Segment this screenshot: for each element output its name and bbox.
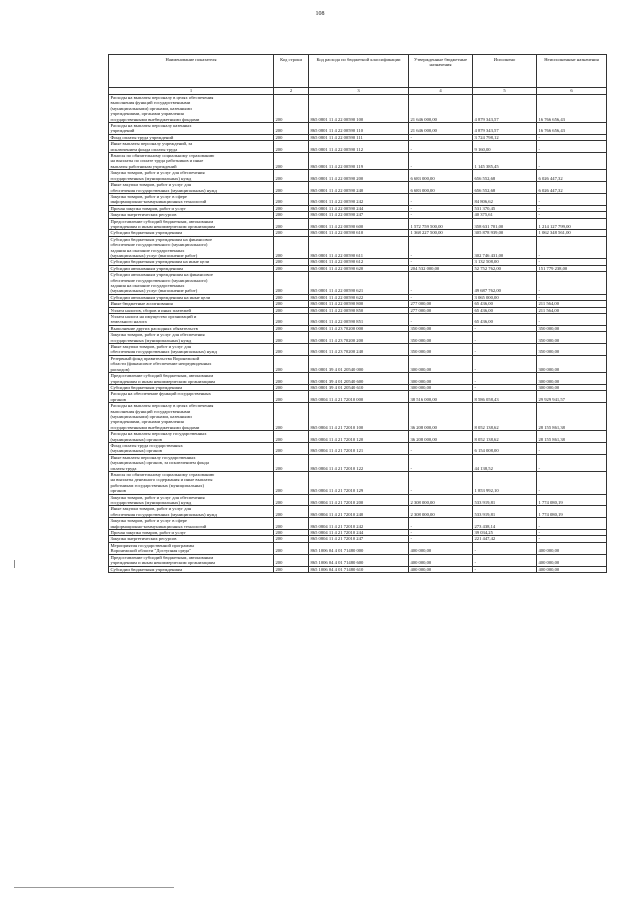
row-unexecuted-cell: - xyxy=(537,530,607,536)
row-approved-cell: - xyxy=(409,212,473,218)
row-kbk-cell: 865 0801 11 4 22 00590 851 xyxy=(309,314,409,326)
row-kbk-cell: 865 0801 11 4 22 00590 612 xyxy=(309,259,409,265)
row-executed-cell: 273 438,14 xyxy=(473,518,537,530)
row-kbk-cell: 865 0801 11 4 22 00590 242 xyxy=(309,193,409,205)
row-kbk-cell: 865 1006 04 4 01 71480 600 xyxy=(309,554,409,566)
row-name-cell: Расходы на выплаты персоналу в целях обеспечения выполнения функций государственными (муниципальными) органами, казенными учреждениями, органами управления государственными внебюджетными фондами xyxy=(109,403,274,431)
row-approved-cell: - xyxy=(409,236,473,259)
row-name-cell: Фонд оплаты труда учреждений xyxy=(109,134,274,140)
column-number: 4 xyxy=(409,88,473,95)
row-code-cell: 200 xyxy=(274,294,309,300)
row-approved-cell: 400 000,00 xyxy=(409,554,473,566)
row-unexecuted-cell: 1 062 348 561,00 xyxy=(537,230,607,236)
column-number: 3 xyxy=(309,88,409,95)
table-row xyxy=(109,170,607,182)
row-kbk-cell: 865 0801 11 4 22 00590 240 xyxy=(309,182,409,194)
row-code-cell: 200 xyxy=(274,536,309,542)
row-code-cell: 200 xyxy=(274,153,309,170)
table-row xyxy=(109,344,607,356)
row-kbk-cell: 865 0804 11 4 21 72010 121 xyxy=(309,442,409,454)
table-body xyxy=(109,95,607,573)
row-name-cell: Субсидии бюджетным учреждениям на иные цели xyxy=(109,259,274,265)
row-name-cell: Выполнение других расходных обязательств xyxy=(109,325,274,331)
row-unexecuted-cell: 300 000,00 xyxy=(537,384,607,390)
row-code-cell: 200 xyxy=(274,384,309,390)
row-approved-cell: 277 000,00 xyxy=(409,301,473,307)
row-approved-cell: - xyxy=(409,193,473,205)
row-kbk-cell: 865 0801 11 4 22 00590 119 xyxy=(309,153,409,170)
row-code-cell: 200 xyxy=(274,566,309,572)
row-executed-cell: 40 375,61 xyxy=(473,212,537,218)
row-approved-cell: 204 532 000,00 xyxy=(409,265,473,271)
row-unexecuted-cell: 151 779 238,00 xyxy=(537,265,607,271)
row-code-cell: 200 xyxy=(274,205,309,211)
row-executed-cell: 65 436,00 xyxy=(473,314,537,326)
row-unexecuted-cell: 400 000,00 xyxy=(537,566,607,572)
row-executed-cell: 8 586 058,43 xyxy=(473,391,537,403)
row-unexecuted-cell: 1 214 127 799,00 xyxy=(537,218,607,230)
row-executed-cell: 52 752 762,00 xyxy=(473,265,537,271)
row-name-cell: Субсидии бюджетным учреждениям xyxy=(109,566,274,572)
table-row xyxy=(109,566,607,572)
row-kbk-cell: 865 0801 11 4 22 00590 611 xyxy=(309,236,409,259)
row-unexecuted-cell: - xyxy=(537,442,607,454)
row-kbk-cell: 865 0801 11 4 22 00590 620 xyxy=(309,265,409,271)
row-unexecuted-cell: - xyxy=(537,294,607,300)
table-row xyxy=(109,391,607,403)
row-kbk-cell: 865 0801 11 4 22 00590 600 xyxy=(309,218,409,230)
row-unexecuted-cell: 28 155 861,38 xyxy=(537,403,607,431)
row-name-cell: Закупка товаров, работ и услуг для обеспечения государственных (муниципальных) нужд xyxy=(109,332,274,344)
row-code-cell: 200 xyxy=(274,454,309,471)
row-code-cell: 200 xyxy=(274,230,309,236)
row-unexecuted-cell: - xyxy=(537,193,607,205)
table-row xyxy=(109,193,607,205)
row-approved-cell: 300 000,00 xyxy=(409,373,473,385)
row-executed-cell: 221 447,42 xyxy=(473,536,537,542)
row-kbk-cell: 865 0804 11 4 21 72010 100 xyxy=(309,403,409,431)
row-code-cell: 200 xyxy=(274,272,309,295)
row-code-cell: 200 xyxy=(274,182,309,194)
table-row xyxy=(109,314,607,326)
table-row xyxy=(109,542,607,554)
row-executed-cell: 65 436,00 xyxy=(473,301,537,307)
row-approved-cell: - xyxy=(409,472,473,495)
row-approved-cell: - xyxy=(409,153,473,170)
row-kbk-cell: 865 0801 11 4 22 00590 100 xyxy=(309,95,409,123)
row-kbk-cell: 865 0804 11 4 21 72010 129 xyxy=(309,472,409,495)
row-executed-cell: - xyxy=(473,554,537,566)
row-approved-cell: 38 516 000,00 xyxy=(409,391,473,403)
row-name-cell: Субсидии бюджетным учреждениям xyxy=(109,384,274,390)
row-unexecuted-cell: 1 774 080,19 xyxy=(537,506,607,518)
row-unexecuted-cell: - xyxy=(537,536,607,542)
row-name-cell: Закупка энергетических ресурсов xyxy=(109,536,274,542)
row-kbk-cell: 865 0801 11 4 23 70200 000 xyxy=(309,325,409,331)
row-approved-cell: 1 572 759 500,00 xyxy=(409,218,473,230)
row-code-cell: 200 xyxy=(274,325,309,331)
row-name-cell: Иные выплаты персоналу государственных (муниципальных) органов, за исключением фонда оплаты труда xyxy=(109,454,274,471)
row-name-cell: Иные закупки товаров, работ и услуг для обеспечения государственных (муниципальных) нужд xyxy=(109,506,274,518)
row-executed-cell: 305 878 939,00 xyxy=(473,230,537,236)
row-code-cell: 200 xyxy=(274,301,309,307)
row-name-cell: Прочая закупка товаров, работ и услуг xyxy=(109,530,274,536)
row-code-cell: 200 xyxy=(274,542,309,554)
row-unexecuted-cell: - xyxy=(537,518,607,530)
row-name-cell: Закупка товаров, работ и услуг в сфере информационно-коммуникационных технологий xyxy=(109,518,274,530)
row-unexecuted-cell: - xyxy=(537,236,607,259)
row-name-cell: Закупка товаров, работ и услуг для обеспечения государственных (муниципальных) нужд xyxy=(109,170,274,182)
row-unexecuted-cell: 350 000,00 xyxy=(537,344,607,356)
column-number: 1 xyxy=(109,88,274,95)
row-unexecuted-cell: - xyxy=(537,134,607,140)
row-approved-cell: - xyxy=(409,272,473,295)
row-executed-cell: 1 145 385,45 xyxy=(473,153,537,170)
row-code-cell: 200 xyxy=(274,134,309,140)
row-approved-cell: 6 683 000,00 xyxy=(409,170,473,182)
row-kbk-cell: 865 0804 11 4 21 72010 000 xyxy=(309,391,409,403)
row-kbk-cell: 865 0801 11 4 22 00590 800 xyxy=(309,301,409,307)
budget-execution-table xyxy=(108,54,607,573)
row-code-cell: 200 xyxy=(274,391,309,403)
table-row xyxy=(109,355,607,372)
row-code-cell: 200 xyxy=(274,442,309,454)
row-name-cell: Фонд оплаты труда государственных (муниципальных) органов xyxy=(109,442,274,454)
row-approved-cell: 400 000,00 xyxy=(409,542,473,554)
row-code-cell: 200 xyxy=(274,265,309,271)
row-name-cell: Уплата налога на имущество организаций и земельного налога xyxy=(109,314,274,326)
row-code-cell: 200 xyxy=(274,170,309,182)
row-executed-cell: 8 052 138,62 xyxy=(473,431,537,443)
row-name-cell: Расходы на обеспечение функций государственных органов xyxy=(109,391,274,403)
row-unexecuted-cell: 6 026 447,32 xyxy=(537,170,607,182)
row-executed-cell: 49 687 762,00 xyxy=(473,272,537,295)
row-unexecuted-cell: 29 929 941,57 xyxy=(537,391,607,403)
row-name-cell: Предоставление субсидий бюджетным, автономным учреждениям и иным некоммерческим организациям xyxy=(109,554,274,566)
row-kbk-cell: 865 0801 11 4 22 00590 622 xyxy=(309,294,409,300)
row-kbk-cell: 865 0801 11 4 22 00590 247 xyxy=(309,212,409,218)
row-kbk-cell: 865 0801 11 4 22 00590 850 xyxy=(309,307,409,313)
row-executed-cell: 84 806,62 xyxy=(473,193,537,205)
row-executed-cell: - xyxy=(473,332,537,344)
row-executed-cell: 3 065 000,00 xyxy=(473,294,537,300)
row-code-cell: 200 xyxy=(274,554,309,566)
row-unexecuted-cell: 28 155 861,38 xyxy=(537,431,607,443)
row-kbk-cell: 865 0804 11 4 21 72010 247 xyxy=(309,536,409,542)
row-name-cell: Расходы на выплаты персоналу в целях обеспечения выполнения функций государственными (муниципальными) органами, казенными учреждениями, органами управления государственными внебюджетными фондами xyxy=(109,95,274,123)
row-executed-cell: 44 138,52 xyxy=(473,454,537,471)
table-row xyxy=(109,95,607,123)
table-row xyxy=(109,442,607,454)
row-unexecuted-cell: - xyxy=(537,314,607,326)
row-executed-cell: 533 919,81 xyxy=(473,506,537,518)
row-executed-cell: 3 132 508,00 xyxy=(473,259,537,265)
row-name-cell: Взносы по обязательному социальному страхованию на выплаты по оплате труда работников и иные выплаты работникам учреждений xyxy=(109,153,274,170)
row-executed-cell: - xyxy=(473,542,537,554)
row-executed-cell: 358 631 701,00 xyxy=(473,218,537,230)
row-approved-cell: 21 646 000,00 xyxy=(409,123,473,135)
row-name-cell: Субсидии бюджетным учреждениям xyxy=(109,230,274,236)
row-executed-cell: 4 879 343,57 xyxy=(473,95,537,123)
row-executed-cell: - xyxy=(473,373,537,385)
row-approved-cell: - xyxy=(409,294,473,300)
row-approved-cell: - xyxy=(409,530,473,536)
row-executed-cell: 6 154 008,00 xyxy=(473,442,537,454)
row-name-cell: Предоставление субсидий бюджетным, автономным учреждениям и иным некоммерческим организациям xyxy=(109,373,274,385)
row-approved-cell: 36 208 000,00 xyxy=(409,431,473,443)
row-name-cell: Взносы по обязательному социальному страхованию на выплаты денежного содержания и иные выплаты работникам государственных (муниципальных) органов xyxy=(109,472,274,495)
row-name-cell: Расходы на выплаты персоналу государственных (муниципальных) органов xyxy=(109,431,274,443)
row-approved-cell: 350 000,00 xyxy=(409,332,473,344)
header-classification: Код расхода по бюджетной классификации xyxy=(309,55,409,88)
row-name-cell: Субсидии автономным учреждениям xyxy=(109,265,274,271)
row-code-cell: 200 xyxy=(274,530,309,536)
row-unexecuted-cell: - xyxy=(537,141,607,153)
row-kbk-cell: 865 0801 11 4 23 70200 200 xyxy=(309,332,409,344)
row-name-cell: Субсидии автономным учреждениям на финансовое обеспечение государственного (муниципального) задания на оказание государственных (муниципальных) услуг (выполнение работ) xyxy=(109,272,274,295)
row-executed-cell: - xyxy=(473,344,537,356)
row-unexecuted-cell: 211 564,00 xyxy=(537,301,607,307)
row-approved-cell: 36 208 000,00 xyxy=(409,403,473,431)
row-executed-cell: 39 034,25 xyxy=(473,530,537,536)
row-name-cell: Иные выплаты персоналу учреждений, за исключением фонда оплаты труда xyxy=(109,141,274,153)
scan-margin-line xyxy=(14,560,15,568)
row-executed-cell: 4 879 343,57 xyxy=(473,123,537,135)
row-kbk-cell: 865 0801 39 4 01 20540 610 xyxy=(309,384,409,390)
row-name-cell: Закупка энергетических ресурсов xyxy=(109,212,274,218)
row-executed-cell: 531 370,45 xyxy=(473,205,537,211)
row-name-cell: Прочая закупка товаров, работ и услуг xyxy=(109,205,274,211)
row-executed-cell: 533 919,81 xyxy=(473,494,537,506)
table-header-row xyxy=(109,55,607,88)
row-approved-cell: 21 646 000,00 xyxy=(409,95,473,123)
row-code-cell: 200 xyxy=(274,259,309,265)
row-approved-cell: - xyxy=(409,536,473,542)
row-approved-cell: 300 000,00 xyxy=(409,384,473,390)
row-name-cell: Уплата налогов, сборов и иных платежей xyxy=(109,307,274,313)
row-code-cell: 200 xyxy=(274,506,309,518)
row-code-cell: 200 xyxy=(274,431,309,443)
row-unexecuted-cell: - xyxy=(537,454,607,471)
row-approved-cell: 2 308 000,00 xyxy=(409,494,473,506)
row-code-cell: 200 xyxy=(274,344,309,356)
row-executed-cell: - xyxy=(473,325,537,331)
row-code-cell: 200 xyxy=(274,494,309,506)
table-row xyxy=(109,332,607,344)
row-unexecuted-cell: - xyxy=(537,259,607,265)
table-row xyxy=(109,373,607,385)
row-approved-cell: - xyxy=(409,442,473,454)
row-approved-cell: - xyxy=(409,259,473,265)
row-unexecuted-cell: 300 000,00 xyxy=(537,373,607,385)
row-approved-cell: - xyxy=(409,454,473,471)
row-executed-cell: - xyxy=(473,566,537,572)
table-row xyxy=(109,494,607,506)
row-kbk-cell: 865 0801 11 4 22 00590 200 xyxy=(309,170,409,182)
row-name-cell: Иные закупки товаров, работ и услуг для обеспечения государственных (муниципальных) нужд xyxy=(109,344,274,356)
row-kbk-cell: 865 0804 11 4 21 72010 244 xyxy=(309,530,409,536)
row-name-cell: Субсидии бюджетным учреждениям на финансовое обеспечение государственного (муниципального) задания на оказание государственных (муниципальных) услуг (выполнение работ) xyxy=(109,236,274,259)
row-unexecuted-cell: 6 026 447,32 xyxy=(537,182,607,194)
row-unexecuted-cell: 1 774 080,19 xyxy=(537,494,607,506)
row-approved-cell: 350 000,00 xyxy=(409,325,473,331)
row-code-cell: 200 xyxy=(274,518,309,530)
row-approved-cell: - xyxy=(409,134,473,140)
row-code-cell: 200 xyxy=(274,123,309,135)
table-row xyxy=(109,403,607,431)
row-unexecuted-cell: - xyxy=(537,205,607,211)
table-row xyxy=(109,472,607,495)
table-row xyxy=(109,236,607,259)
row-name-cell: Иные бюджетные ассигнования xyxy=(109,301,274,307)
row-kbk-cell: 865 0801 11 4 22 00590 111 xyxy=(309,134,409,140)
row-code-cell: 200 xyxy=(274,373,309,385)
header-approved: Утвержденные бюджетные назначения xyxy=(409,55,473,88)
row-executed-cell: 656 552,68 xyxy=(473,170,537,182)
table-row xyxy=(109,506,607,518)
table-row xyxy=(109,272,607,295)
row-code-cell: 200 xyxy=(274,314,309,326)
row-kbk-cell: 865 0804 11 4 21 72010 122 xyxy=(309,454,409,471)
row-name-cell: Субсидии автономным учреждениям на иные цели xyxy=(109,294,274,300)
row-kbk-cell: 865 0801 11 4 22 00590 112 xyxy=(309,141,409,153)
table-row xyxy=(109,554,607,566)
row-executed-cell: 3 724 798,12 xyxy=(473,134,537,140)
row-code-cell: 200 xyxy=(274,355,309,372)
row-executed-cell: - xyxy=(473,355,537,372)
row-executed-cell: 1 853 992,10 xyxy=(473,472,537,495)
row-code-cell: 200 xyxy=(274,332,309,344)
row-approved-cell: 277 000,00 xyxy=(409,307,473,313)
table-row xyxy=(109,123,607,135)
header-unexecuted: Неисполненные назначения xyxy=(537,55,607,88)
row-unexecuted-cell: - xyxy=(537,272,607,295)
row-code-cell: 200 xyxy=(274,212,309,218)
column-number: 5 xyxy=(473,88,537,95)
row-approved-cell: 2 308 000,00 xyxy=(409,506,473,518)
row-unexecuted-cell: - xyxy=(537,153,607,170)
row-approved-cell: 1 368 227 500,00 xyxy=(409,230,473,236)
row-kbk-cell: 865 0801 39 4 01 20540 600 xyxy=(309,373,409,385)
row-approved-cell: - xyxy=(409,314,473,326)
row-code-cell: 200 xyxy=(274,236,309,259)
row-kbk-cell: 865 0804 11 4 21 72010 200 xyxy=(309,494,409,506)
row-name-cell: Мероприятия государственной программы Воронежской области "Доступная среда" xyxy=(109,542,274,554)
row-approved-cell: 300 000,00 xyxy=(409,355,473,372)
row-kbk-cell: 865 0801 11 4 23 70200 240 xyxy=(309,344,409,356)
page-number: 108 xyxy=(315,11,325,17)
row-executed-cell: 302 746 431,00 xyxy=(473,236,537,259)
row-approved-cell: 6 683 000,00 xyxy=(409,182,473,194)
row-unexecuted-cell: - xyxy=(537,212,607,218)
row-name-cell: Резервный фонд правительства Воронежской области (финансовое обеспечение непредвиденных расходов) xyxy=(109,355,274,372)
row-name-cell: Расходы на выплаты персоналу казенных учреждений xyxy=(109,123,274,135)
row-code-cell: 200 xyxy=(274,141,309,153)
bottom-rule xyxy=(14,887,174,888)
row-code-cell: 200 xyxy=(274,218,309,230)
table-row xyxy=(109,141,607,153)
row-name-cell: Иные закупки товаров, работ и услуг для обеспечения государственных (муниципальных) нужд xyxy=(109,182,274,194)
table-row xyxy=(109,431,607,443)
row-kbk-cell: 865 0804 11 4 21 72010 240 xyxy=(309,506,409,518)
table-row xyxy=(109,153,607,170)
row-approved-cell: 400 000,00 xyxy=(409,566,473,572)
table-row xyxy=(109,218,607,230)
row-unexecuted-cell: - xyxy=(537,472,607,495)
row-kbk-cell: 865 0801 11 4 22 00590 610 xyxy=(309,230,409,236)
row-executed-cell: - xyxy=(473,384,537,390)
row-code-cell: 200 xyxy=(274,193,309,205)
row-unexecuted-cell: 16 766 656,43 xyxy=(537,95,607,123)
row-unexecuted-cell: 300 000,00 xyxy=(537,355,607,372)
row-executed-cell: 8 052 138,62 xyxy=(473,403,537,431)
row-name-cell: Закупка товаров, работ и услуг в сфере информационно-коммуникационных технологий xyxy=(109,193,274,205)
row-code-cell: 200 xyxy=(274,307,309,313)
row-code-cell: 200 xyxy=(274,472,309,495)
row-executed-cell: 656 552,68 xyxy=(473,182,537,194)
row-kbk-cell: 865 0804 11 4 21 72010 120 xyxy=(309,431,409,443)
table-row xyxy=(109,454,607,471)
row-kbk-cell: 865 0801 11 4 22 00590 244 xyxy=(309,205,409,211)
column-number: 2 xyxy=(274,88,309,95)
header-name: Наименование показателя xyxy=(109,55,274,88)
row-kbk-cell: 865 0801 11 4 22 00590 621 xyxy=(309,272,409,295)
row-code-cell: 200 xyxy=(274,403,309,431)
row-kbk-cell: 865 0801 11 4 22 00590 110 xyxy=(309,123,409,135)
row-executed-cell: 65 436,00 xyxy=(473,307,537,313)
row-unexecuted-cell: 400 000,00 xyxy=(537,554,607,566)
table-row xyxy=(109,518,607,530)
row-kbk-cell: 865 0804 11 4 21 72010 242 xyxy=(309,518,409,530)
row-kbk-cell: 865 0801 39 4 01 20540 000 xyxy=(309,355,409,372)
row-approved-cell: - xyxy=(409,141,473,153)
row-unexecuted-cell: 350 000,00 xyxy=(537,325,607,331)
row-code-cell: 200 xyxy=(274,95,309,123)
row-unexecuted-cell: 350 000,00 xyxy=(537,332,607,344)
column-number: 6 xyxy=(537,88,607,95)
row-name-cell: Предоставление субсидий бюджетным, автономным учреждениям и иным некоммерческим организациям xyxy=(109,218,274,230)
row-unexecuted-cell: 400 000,00 xyxy=(537,542,607,554)
row-unexecuted-cell: 211 564,00 xyxy=(537,307,607,313)
header-code: Код строки xyxy=(274,55,309,88)
row-approved-cell: 350 000,00 xyxy=(409,344,473,356)
row-kbk-cell: 865 1006 04 4 01 71480 610 xyxy=(309,566,409,572)
row-executed-cell: 9 160,00 xyxy=(473,141,537,153)
row-approved-cell: - xyxy=(409,205,473,211)
row-kbk-cell: 865 1006 04 4 01 71480 000 xyxy=(309,542,409,554)
row-approved-cell: - xyxy=(409,518,473,530)
header-executed: Исполнено xyxy=(473,55,537,88)
row-unexecuted-cell: 16 766 656,43 xyxy=(537,123,607,135)
column-number-row xyxy=(109,88,607,95)
row-name-cell: Закупка товаров, работ и услуг для обеспечения государственных (муниципальных) нужд xyxy=(109,494,274,506)
table-row xyxy=(109,182,607,194)
